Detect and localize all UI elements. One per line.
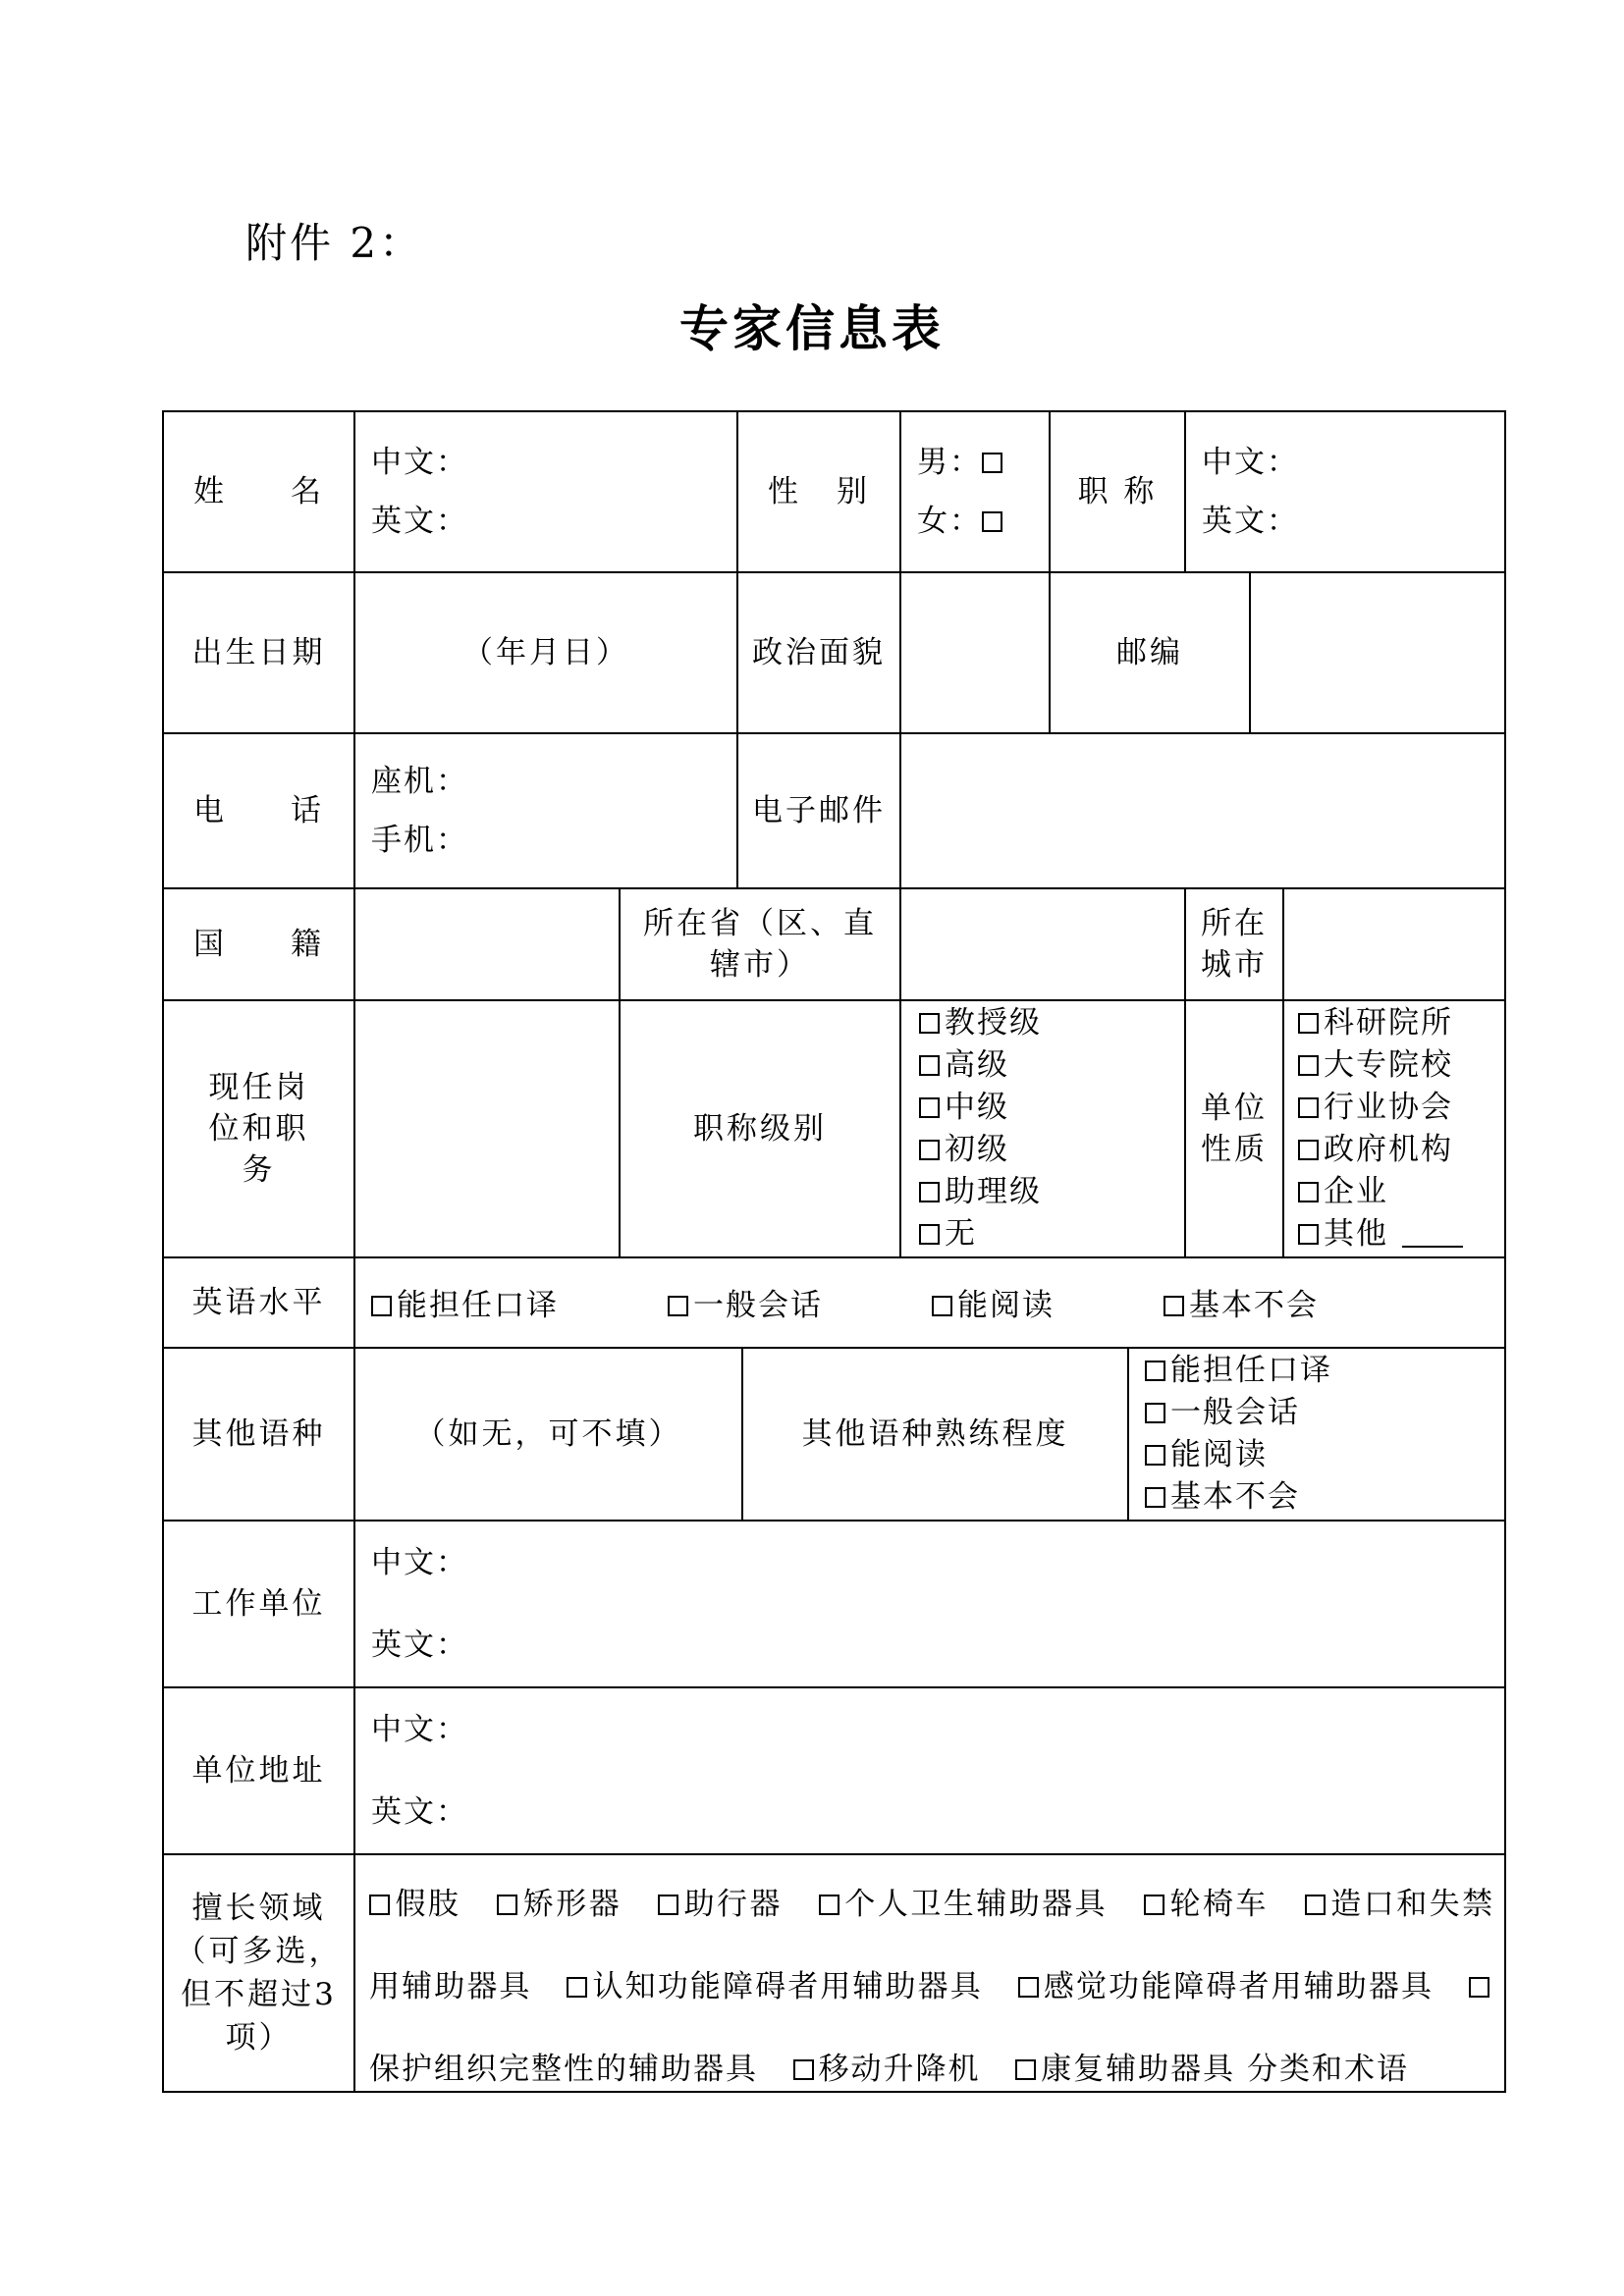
expertise-option[interactable]: 假肢	[369, 1887, 460, 1922]
row-expertise	[164, 1855, 1504, 2091]
checkbox-icon[interactable]	[919, 1055, 940, 1076]
checkbox-icon[interactable]	[1298, 1097, 1319, 1118]
other-language-input[interactable]: （如无，可不填）	[353, 1349, 741, 1520]
title-input[interactable]	[1184, 412, 1504, 571]
expertise-option[interactable]: 康复辅助器具 分类和术语	[1015, 2052, 1409, 2087]
unit-type-option[interactable]: 企业	[1298, 1171, 1504, 1213]
position-label: 现任岗位和职务	[208, 1070, 309, 1188]
province-input[interactable]	[899, 889, 1184, 999]
checkbox-icon[interactable]	[658, 1895, 678, 1915]
row-employer	[164, 1522, 1504, 1688]
row-other-language	[164, 1349, 1504, 1522]
checkbox-icon[interactable]	[919, 1097, 940, 1118]
gender-female-option[interactable]: 女：	[917, 492, 1049, 551]
checkbox-icon[interactable]	[982, 511, 1002, 532]
row-phone	[164, 734, 1504, 889]
name-en-field[interactable]: 英文：	[371, 504, 468, 539]
checkbox-icon[interactable]	[369, 1895, 390, 1915]
checkbox-icon[interactable]	[1145, 1445, 1165, 1466]
rank-option[interactable]: 无	[919, 1213, 1184, 1255]
rank-option[interactable]: 助理级	[919, 1171, 1184, 1213]
checkbox-icon[interactable]	[1015, 2059, 1036, 2080]
political-status-input[interactable]	[899, 573, 1049, 732]
row-name	[164, 412, 1504, 573]
mobile-field[interactable]: 手机：	[371, 823, 468, 858]
city-label: 所在城市	[1184, 889, 1282, 999]
employer-label: 工作单位	[191, 1586, 326, 1622]
checkbox-icon[interactable]	[1298, 1055, 1319, 1076]
checkbox-icon[interactable]	[668, 1296, 688, 1316]
title-cn-field[interactable]: 中文：	[1202, 445, 1299, 480]
english-level-options	[353, 1258, 1504, 1347]
english-option[interactable]: 能阅读	[932, 1280, 1055, 1324]
employer-input[interactable]	[353, 1522, 1504, 1686]
row-birth	[164, 573, 1504, 734]
checkbox-icon[interactable]	[1145, 1361, 1165, 1381]
birth-date-label: 出生日期	[191, 635, 326, 670]
gender-options	[899, 412, 1049, 571]
city-input[interactable]	[1282, 889, 1504, 999]
proficiency-option[interactable]: 一般会话	[1145, 1392, 1504, 1434]
unit-type-options	[1282, 1001, 1504, 1256]
checkbox-icon[interactable]	[819, 1895, 839, 1915]
expertise-option[interactable]: 个人卫生辅助器具	[819, 1887, 1108, 1922]
rank-options	[899, 1001, 1184, 1256]
expertise-option[interactable]: 感觉功能障碍者用辅助器具	[1018, 1969, 1434, 2004]
title-en-field[interactable]: 英文：	[1202, 504, 1299, 539]
position-input[interactable]	[353, 1001, 619, 1256]
checkbox-icon[interactable]	[919, 1013, 940, 1034]
checkbox-icon[interactable]	[1305, 1895, 1326, 1915]
proficiency-option[interactable]: 基本不会	[1145, 1476, 1504, 1519]
checkbox-icon[interactable]	[497, 1895, 517, 1915]
english-option[interactable]: 能担任口译	[371, 1280, 559, 1324]
title-label: 职 称	[1049, 412, 1184, 571]
checkbox-icon[interactable]	[1298, 1182, 1319, 1202]
address-cn-field[interactable]: 中文：	[371, 1712, 468, 1747]
gender-male-option[interactable]: 男：	[917, 433, 1049, 492]
name-input[interactable]	[353, 412, 736, 571]
email-input[interactable]	[899, 734, 1504, 887]
political-status-label: 政治面貌	[736, 573, 899, 732]
expertise-label: 擅长领域（可多选，但不超过3项）	[175, 1891, 343, 2056]
expertise-option-list	[369, 1863, 1494, 2110]
landline-field[interactable]: 座机：	[371, 764, 468, 799]
expertise-option[interactable]: 助行器	[658, 1887, 783, 1922]
checkbox-icon[interactable]	[1469, 1977, 1489, 1998]
expertise-option[interactable]: 矫形器	[497, 1887, 622, 1922]
proficiency-options	[1127, 1349, 1504, 1520]
expertise-option[interactable]: 认知功能障碍者用辅助器具	[567, 1969, 982, 2004]
checkbox-icon[interactable]	[919, 1140, 940, 1160]
nationality-input[interactable]	[353, 889, 619, 999]
expert-info-form	[162, 410, 1506, 2093]
province-label: 所在省（区、直辖市）	[619, 889, 899, 999]
checkbox-icon[interactable]	[1145, 1403, 1165, 1423]
birth-date-input[interactable]: （年月日）	[353, 573, 736, 732]
checkbox-icon[interactable]	[371, 1296, 392, 1316]
checkbox-icon[interactable]	[982, 453, 1002, 473]
row-english	[164, 1258, 1504, 1349]
phone-input[interactable]	[353, 734, 736, 887]
gender-label: 性 别	[736, 412, 899, 571]
checkbox-icon[interactable]	[793, 2059, 814, 2080]
nationality-label: 国 籍	[193, 927, 324, 962]
proficiency-label: 其他语种熟练程度	[741, 1349, 1127, 1520]
zip-code-label: 邮编	[1049, 573, 1249, 732]
rank-label: 职称级别	[619, 1001, 899, 1256]
unit-type-option-other[interactable]: 其他	[1298, 1213, 1504, 1255]
checkbox-icon[interactable]	[919, 1224, 940, 1245]
checkbox-icon[interactable]	[1298, 1013, 1319, 1034]
employer-en-field[interactable]: 英文：	[371, 1628, 468, 1663]
checkbox-icon[interactable]	[1018, 1977, 1039, 1998]
english-level-label: 英语水平	[191, 1285, 326, 1320]
other-blank-line[interactable]	[1402, 1222, 1463, 1248]
row-address	[164, 1688, 1504, 1855]
form-title: 专家信息表	[679, 300, 945, 357]
checkbox-icon[interactable]	[1164, 1296, 1184, 1316]
annex-label: 附件 2：	[245, 219, 424, 267]
english-option[interactable]: 一般会话	[668, 1280, 823, 1324]
name-label: 姓 名	[193, 474, 324, 509]
checkbox-icon[interactable]	[1298, 1224, 1319, 1245]
checkbox-icon[interactable]	[919, 1182, 940, 1202]
checkbox-icon[interactable]	[1145, 1487, 1165, 1508]
expertise-option[interactable]: 造口和失禁用辅助器具	[369, 1887, 1495, 2004]
expertise-options	[353, 1855, 1504, 2091]
unit-type-option[interactable]: 政府机构	[1298, 1129, 1504, 1171]
proficiency-option[interactable]: 能阅读	[1145, 1434, 1504, 1476]
unit-type-option[interactable]: 科研院所	[1298, 1002, 1504, 1044]
expertise-option[interactable]: 轮椅车	[1144, 1887, 1269, 1922]
checkbox-icon[interactable]	[932, 1296, 952, 1316]
english-option[interactable]: 基本不会	[1164, 1280, 1319, 1324]
rank-option[interactable]: 高级	[919, 1044, 1184, 1087]
employer-cn-field[interactable]: 中文：	[371, 1545, 468, 1580]
name-cn-field[interactable]: 中文：	[371, 445, 468, 480]
checkbox-icon[interactable]	[1298, 1140, 1319, 1160]
expertise-option[interactable]: 移动升降机	[793, 2052, 981, 2087]
row-nationality	[164, 889, 1504, 1001]
email-label: 电子邮件	[736, 734, 899, 887]
rank-option[interactable]: 初级	[919, 1129, 1184, 1171]
unit-type-label: 单位性质	[1184, 1001, 1282, 1256]
zip-code-input[interactable]	[1249, 573, 1504, 732]
rank-option[interactable]: 教授级	[919, 1002, 1184, 1044]
checkbox-icon[interactable]	[1144, 1895, 1164, 1915]
address-en-field[interactable]: 英文：	[371, 1794, 468, 1830]
row-position	[164, 1001, 1504, 1258]
address-input[interactable]	[353, 1688, 1504, 1853]
unit-type-option[interactable]: 大专院校	[1298, 1044, 1504, 1087]
expertise-option[interactable]: 保护组织完整性的辅助器具	[369, 1969, 1494, 2087]
address-label: 单位地址	[191, 1753, 326, 1789]
unit-type-option[interactable]: 行业协会	[1298, 1087, 1504, 1129]
checkbox-icon[interactable]	[567, 1977, 587, 1998]
rank-option[interactable]: 中级	[919, 1087, 1184, 1129]
other-language-label: 其他语种	[191, 1416, 326, 1452]
phone-label: 电 话	[193, 793, 324, 828]
proficiency-option[interactable]: 能担任口译	[1145, 1350, 1504, 1392]
